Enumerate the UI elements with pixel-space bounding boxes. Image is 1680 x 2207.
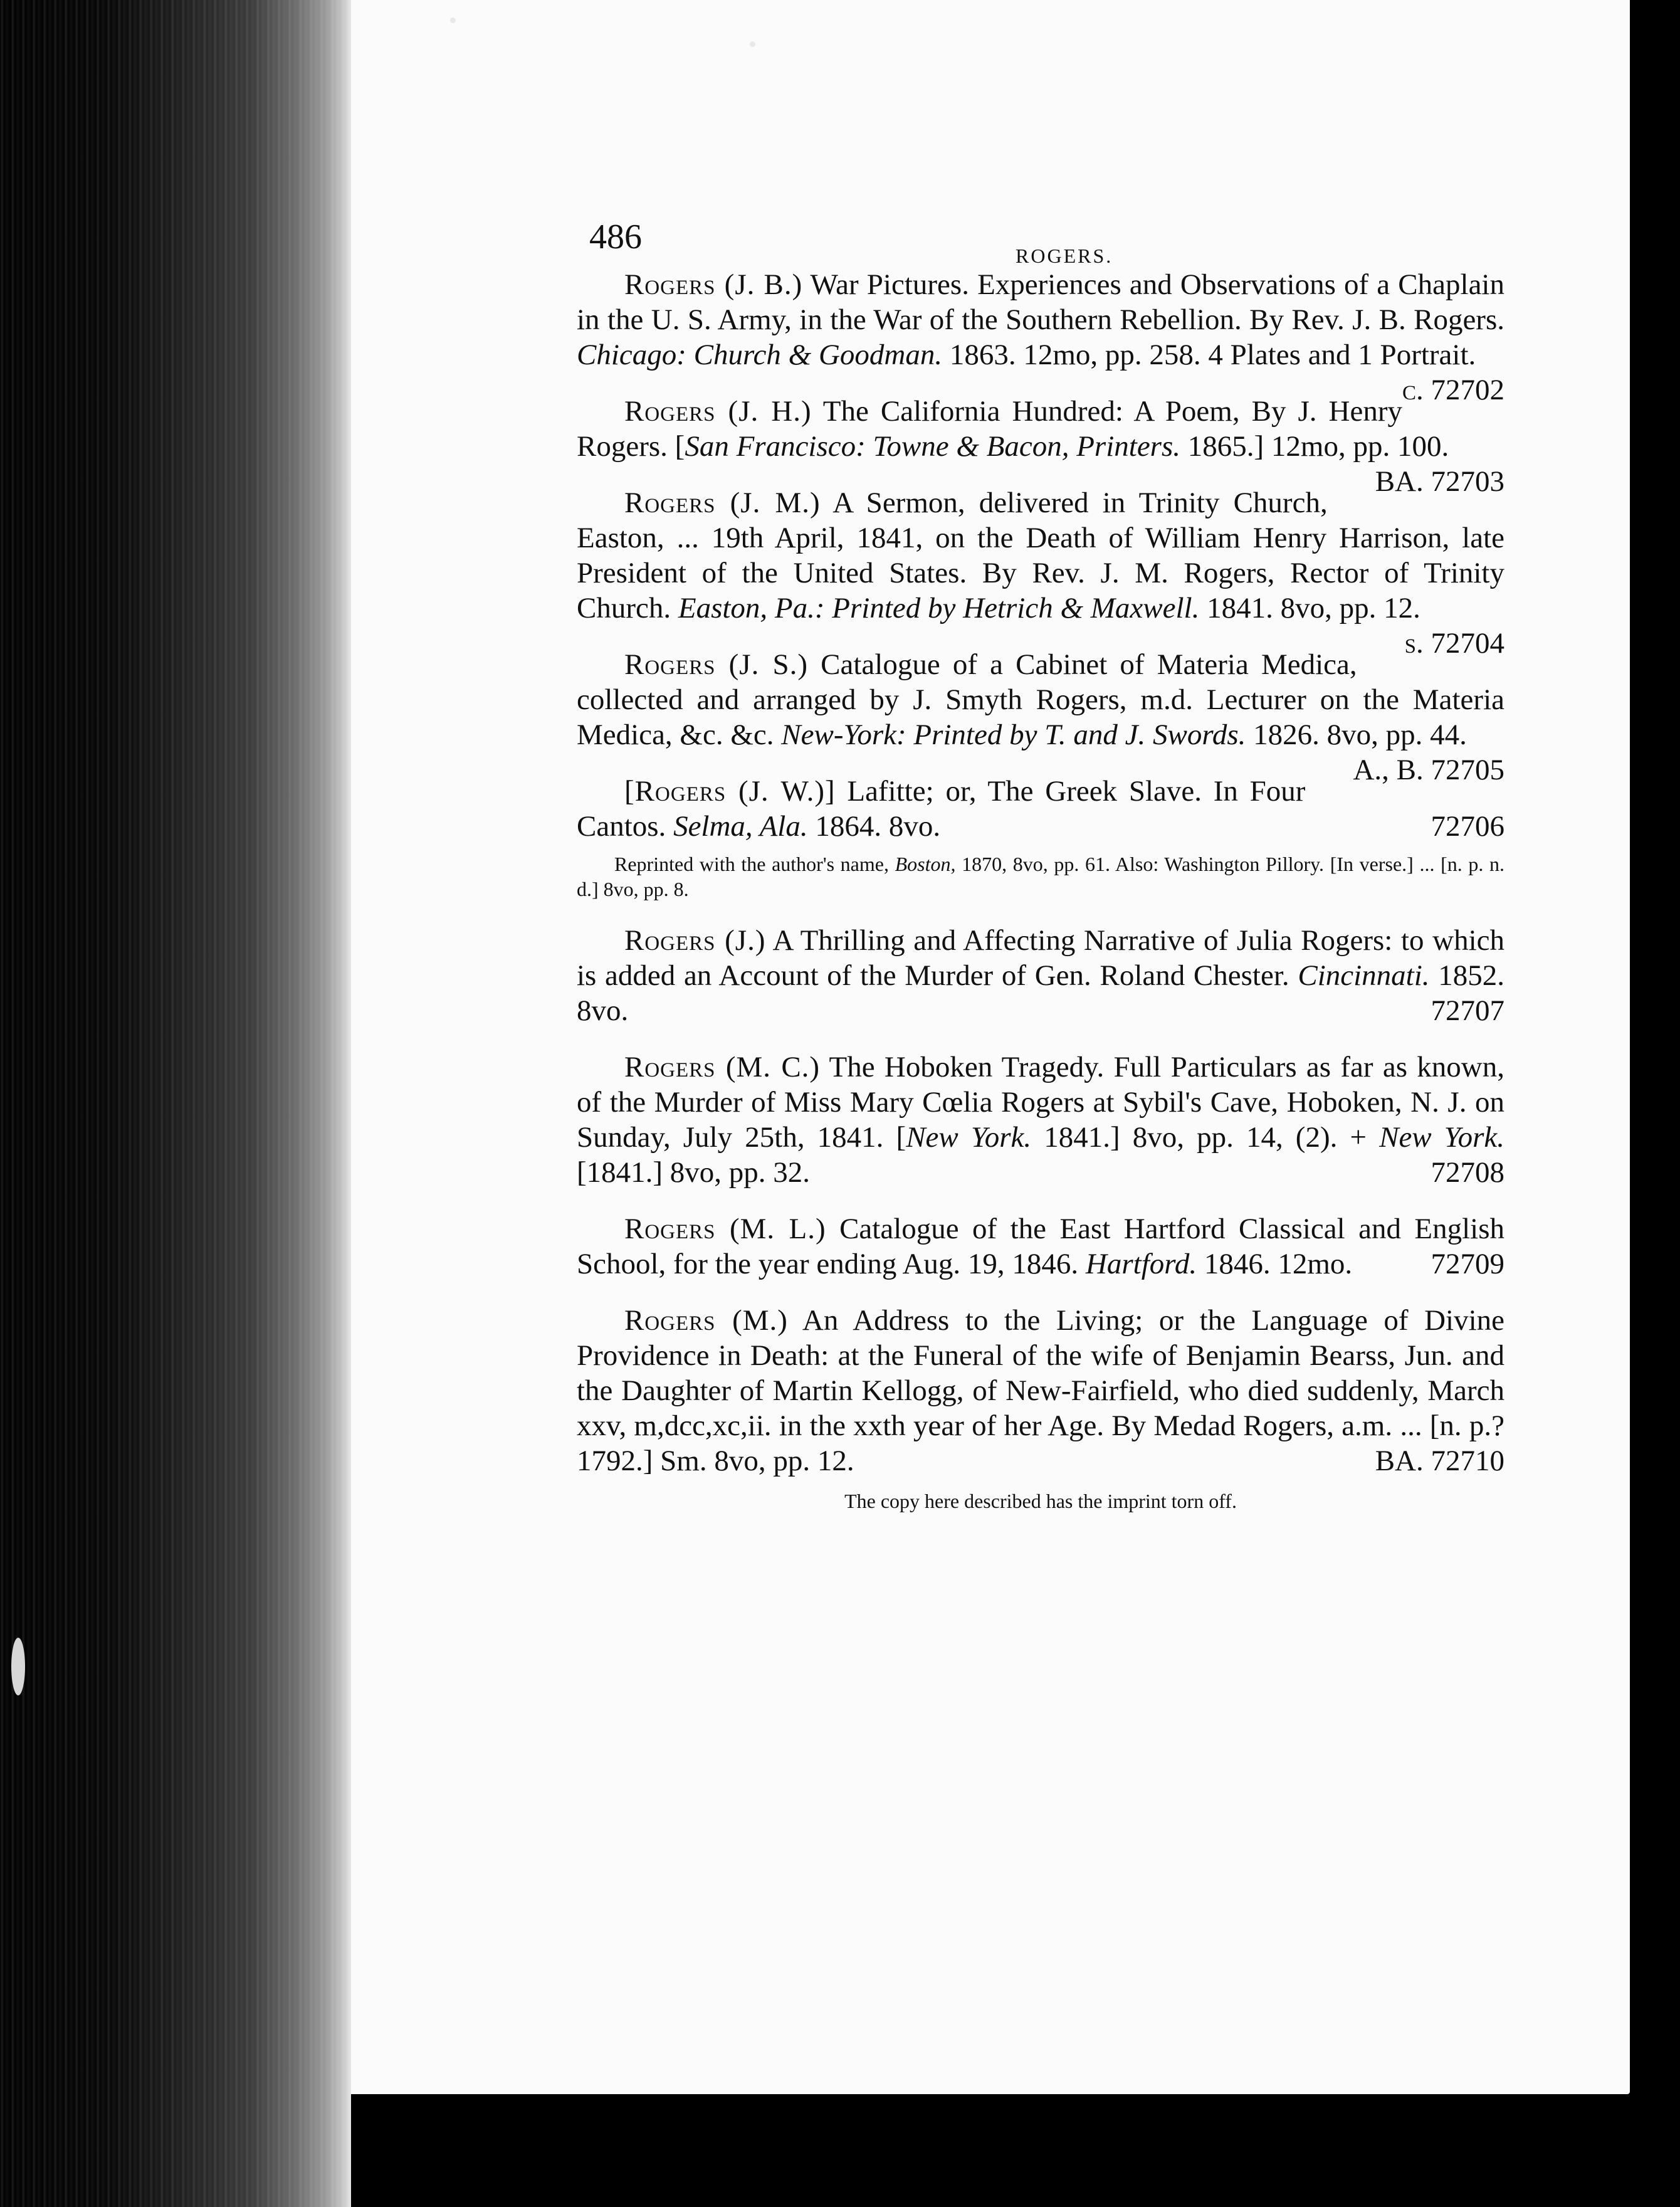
- right-margin-dark: [1630, 0, 1680, 2207]
- page-text: [577, 207, 1504, 1534]
- page-number: 486: [589, 218, 642, 256]
- entry-ref: c. 72702: [1402, 374, 1504, 406]
- entry-72704: Rogers (J. M.) A Sermon, delivered in Trinity Church, Easton, ... 19th April, 1841, on the Death of William Henry Harrison, late President of the United States. By Rev. J. M. Rogers, Rector of Trinity Church. Easton, Pa.: Printed by Hetrich & Maxwell. 1841. 8vo, pp. 12. s. 72704: [577, 487, 1504, 660]
- entry-ref: A., B. 72705: [1353, 754, 1504, 786]
- entry-ref: BA. 72710: [1375, 1445, 1504, 1477]
- book-binding-edge: [0, 0, 351, 2207]
- entry-ref: BA. 72703: [1375, 465, 1504, 498]
- entry-ref: s. 72704: [1404, 627, 1504, 660]
- entry-72709: Rogers (M. L.) Catalogue of the East Hartford Classical and English School, for the year ending Aug. 19, 1846. Hartford. 1846. 12mo. 72709: [577, 1213, 1504, 1280]
- entry-72703: Rogers (J. H.) The California Hundred: A Poem, By J. Henry Rogers. [San Francisco: Towne & Bacon, Printers. 1865.] 12mo, pp. 100. BA. 72703: [577, 395, 1504, 498]
- entry-ref: 72706: [1431, 810, 1504, 843]
- running-title: ROGERS.: [1016, 245, 1113, 267]
- entry-72707: Rogers (J.) A Thrilling and Affecting Narrative of Julia Rogers: to which is added an Account of the Murder of Gen. Roland Chester. Cincinnati. 1852. 8vo. 72707: [577, 924, 1504, 1027]
- entry-72702: Rogers (J. B.) War Pictures. Experiences and Observations of a Chaplain in the U. S. Army, in the War of the Southern Rebellion. By Rev. J. B. Rogers. Chicago: Church & Goodman. 1863. 12mo, pp. 258. 4 Plates and 1 Portrait. c. 72702: [577, 268, 1504, 406]
- entry-ref: 72707: [1431, 994, 1504, 1027]
- entry-72706: [Rogers (J. W.)] Lafitte; or, The Greek Slave. In Four Cantos. Selma, Ala. 1864. 8vo. 72706: [577, 775, 1504, 843]
- entry-ref: 72708: [1431, 1156, 1504, 1189]
- scan-speck: [750, 41, 755, 47]
- entry-72710: Rogers (M.) An Address to the Living; or the Language of Divine Providence in Death: at the Funeral of the wife of Benjamin Bearss, Jun. and the Daughter of Martin Kellogg, of New-Fairfield, who died suddenly, March xxv, m,dcc,xc,ii. in the xxth year of her Age. By Medad Rogers, a.m. ... [n. p.? 1792.] Sm. 8vo, pp. 12. BA. 72710: [577, 1304, 1504, 1477]
- entry-note: The copy here described has the imprint torn off.: [844, 1490, 1237, 1512]
- entry-note: Reprinted with the author's name, Boston, 1870, 8vo, pp. 61. Also: Washington Pillory. [In verse.] ... [n. p. n. d.] 8vo, pp. 8.: [577, 853, 1505, 900]
- scan-notch: [11, 1638, 25, 1695]
- entry-72705: Rogers (J. S.) Catalogue of a Cabinet of Materia Medica, collected and arranged by J. Smyth Rogers, m.d. Lecturer on the Materia Medica, &c. &c. New-York: Printed by T. and J. Swords. 1826. 8vo, pp. 44. A., B. 72705: [577, 648, 1504, 786]
- entry-72708: Rogers (M. C.) The Hoboken Tragedy. Full Particulars as far as known, of the Murder of Miss Mary Cœlia Rogers at Sybil's Cave, Hoboken, N. J. on Sunday, July 25th, 1841. [New York. 1841.] 8vo, pp. 14, (2). + New York. [1841.] 8vo, pp. 32. 72708: [577, 1051, 1504, 1189]
- entry-ref: 72709: [1431, 1248, 1504, 1280]
- running-head: [577, 207, 1504, 267]
- scan-speck: [450, 18, 456, 23]
